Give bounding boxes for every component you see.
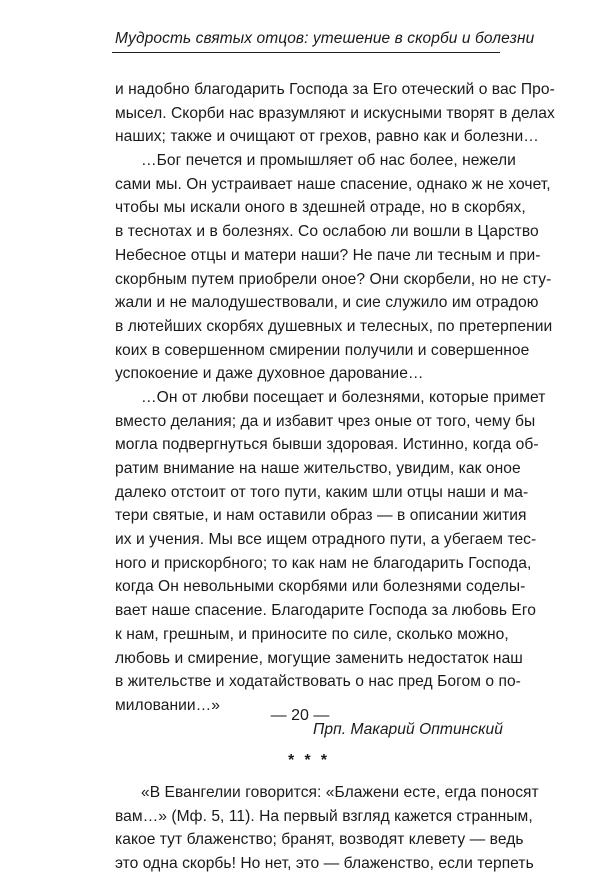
text-line: вает наше спасение. Благодарите Господа за любовь Его — [115, 602, 536, 620]
text-line: «В Евангелии говорится: «Блажени есте, егда поносят — [141, 783, 539, 801]
section-gap — [115, 773, 503, 781]
text-line: в лютейших скорбях душевных и телесных, по претерпении — [115, 317, 553, 335]
text-line: далеко отстоит от того пути, каким шли отцы наши и ма- — [115, 483, 529, 501]
text-line: их и учения. Мы все ищем отрадного пути, а убегаем тес- — [115, 531, 537, 549]
text-line: вам…» (Мф. 5, 11). На первый взгляд кажется странным, — [115, 807, 533, 825]
text-line: к нам, грешным, и приносите по силе, сколько можно, — [115, 625, 509, 643]
text-line: мысел. Скорби нас вразумляют и искусными творят в делах — [115, 104, 555, 122]
quote-attribution: Прп. Макарий Оптинский — [313, 720, 503, 738]
text-line: скорбным путем приобрели оное? Они скорбели, но не сту- — [115, 270, 552, 288]
text-line: вместо делания; да и избавит чрез оные от того, чему бы — [115, 412, 536, 430]
text-line: …Он от любви посещает и болезнями, которые примет — [141, 388, 546, 406]
body-text — [115, 78, 555, 876]
text-line: какое тут блаженство; бранят, возводят клевету — ведь — [115, 831, 524, 849]
text-line: в жительстве и ходатайствовать о нас пред Богом о по- — [115, 673, 521, 691]
text-line: чтобы мы искали оного в здешней отраде, но в скорбях, — [115, 199, 526, 217]
text-line: и надобно благодарить Господа за Его отеческий о вас Про- — [115, 81, 555, 98]
section-gap — [115, 741, 503, 749]
text-line: коих в совершенном смирении получили и совершенное — [115, 341, 530, 359]
text-line: миловании…» — [115, 696, 221, 714]
text-line: ратим внимание на наше жительство, увидим, как оное — [115, 460, 521, 477]
text-line: …Бог печется и промышляет об нас более, нежели — [141, 152, 516, 170]
text-line: любовь и смирение, могущие заменить недостаток наш — [115, 649, 523, 667]
text-line: сами мы. Он устраивает наше спасение, однако ж не хочет, — [115, 175, 551, 193]
text-line: в теснотах и в болезнях. Со ослабою ли вошли в Царство — [115, 223, 539, 241]
text-line: успокоение и даже духовное дарование… — [115, 365, 424, 383]
text-line: могла подвергнуться бывши здоровая. Истинно, когда об- — [115, 436, 539, 454]
text-line: Небесное отцы и матери наши? Не паче ли тесным и при- — [115, 246, 541, 264]
section-separator: * * * — [288, 752, 330, 770]
text-line: наших; также и очищают от грехов, равно как и болезни… — [115, 128, 539, 146]
header-rule — [112, 52, 500, 53]
text-line: жали и не малодушествовали, и сие служило им отрадою — [115, 294, 539, 312]
text-line: тери святые, и нам оставили образ — в описании жития — [115, 507, 527, 525]
text-line: когда Он невольными скорбями или болезнями соделы- — [115, 578, 526, 596]
text-line: ного и прискорбного; то как нам не благодарить Господа, — [115, 554, 532, 572]
page-number: — 20 — — [270, 707, 330, 724]
text-line: это одна скорбь! Но нет, это — блаженство, если терпеть — [115, 855, 534, 872]
running-head: Мудрость святых отцов: утешение в скорби и болезни — [115, 30, 535, 47]
